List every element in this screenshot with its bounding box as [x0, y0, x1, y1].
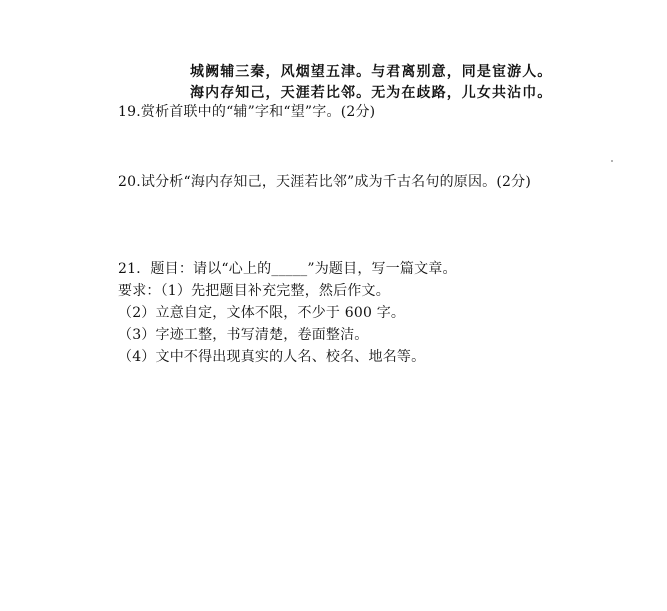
question-19: 19.赏析首联中的“辅”字和“望”字。(2分) [118, 104, 376, 120]
scan-speck [611, 160, 613, 162]
poem-line-1: 城阙辅三秦，风烟望五津。与君离别意，同是宦游人。 [190, 64, 553, 80]
question-21-prompt: 21．题目：请以“心上的_____”为题目，写一篇文章。 [118, 261, 457, 277]
question-21-requirement-4: （4）文中不得出现真实的人名、校名、地名等。 [118, 349, 426, 365]
question-21-requirement-3: （3）字迹工整，书写清楚，卷面整洁。 [118, 327, 369, 343]
question-21-requirement-2: （2）立意自定，文体不限，不少于 600 字。 [118, 305, 406, 321]
poem-line-2: 海内存知己，天涯若比邻。无为在歧路，儿女共沾巾。 [190, 85, 553, 101]
question-20: 20.试分析“海内存知己，天涯若比邻”成为千古名句的原因。(2分) [118, 174, 532, 190]
question-21-requirements: 要求：（1）先把题目补充完整，然后作文。 [118, 283, 390, 299]
